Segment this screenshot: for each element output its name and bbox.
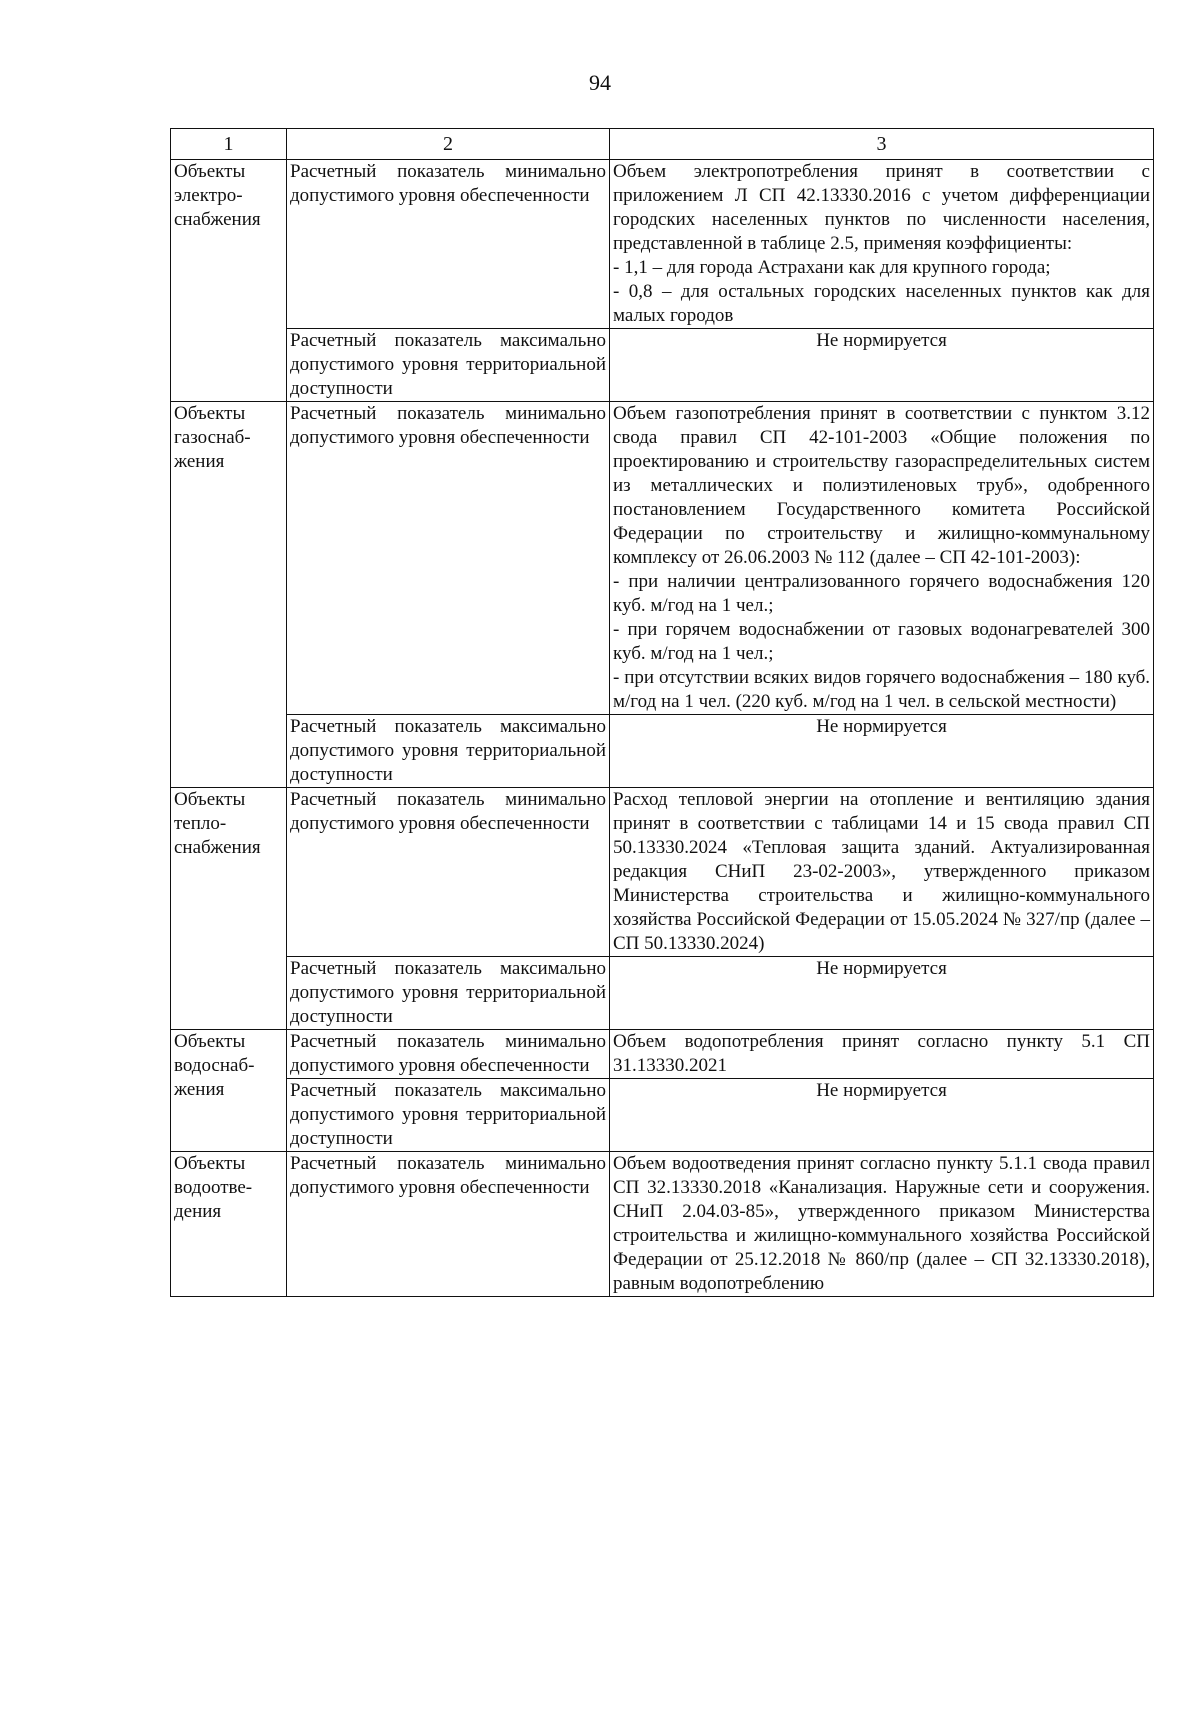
table-row [171,1030,1154,1079]
object-type-line: тепло- [174,813,227,834]
value-line: - 1,1 – для города Астрахани как для крупного города; [613,257,1051,278]
value-cell [610,402,1154,715]
table-row [171,160,1154,329]
table-row [171,1079,1154,1152]
object-type-cell [171,160,287,402]
table-row [171,1152,1154,1297]
header-col-1: 1 [171,129,287,160]
value-cell [610,1030,1154,1079]
value-line: - при отсутствии всяких видов горячего водоснабжения – 180 куб. м/год на 1 чел. (220 куб. м/год на 1 чел. в сельской местности) [613,667,1150,712]
value-cell [610,788,1154,957]
indicator-cell: Расчетный показатель максимально допустимого уровня территориальной доступности [287,957,610,1030]
object-type-line: водоотве- [174,1177,253,1198]
table-row [171,329,1154,402]
object-type-cell [171,1030,287,1152]
value-line: Объем водопотребления принят согласно пункту 5.1 СП 31.13330.2021 [613,1031,1150,1076]
indicator-cell: Расчетный показатель максимально допустимого уровня территориальной доступности [287,329,610,402]
not-normed-cell: Не нормируется [610,957,1154,1030]
object-type-line: Объекты [174,1031,246,1052]
value-line: - 0,8 – для остальных городских населенных пунктов как для малых городов [613,281,1150,326]
value-line: - при горячем водоснабжении от газовых водонагревателей 300 куб. м/год на 1 чел.; [613,619,1150,664]
norms-table-body [171,129,1154,1297]
value-cell [610,160,1154,329]
indicator-cell: Расчетный показатель максимально допустимого уровня территориальной доступности [287,715,610,788]
object-type-line: снабжения [174,209,261,230]
table-row [171,957,1154,1030]
object-type-cell [171,788,287,1030]
value-line: Объем газопотребления принят в соответствии с пунктом 3.12 свода правил СП 42-101-2003 «Общие положения по проектированию и строительству газораспределительных систем из металлических и полиэтиленовых труб», одобренного постановлением Государственного комитета Российской Федерации по строительству и жилищно-коммунальному комплексу от 26.06.2003 № 112 (далее – СП 42-101-2003): [613,403,1150,568]
object-type-line: Объекты [174,161,246,182]
indicator-cell: Расчетный показатель минимально допустимого уровня обеспеченности [287,788,610,957]
indicator-cell: Расчетный показатель минимально допустимого уровня обеспеченности [287,1152,610,1297]
object-type-line: дения [174,1201,222,1222]
indicator-cell: Расчетный показатель максимально допустимого уровня территориальной доступности [287,1079,610,1152]
table-row [171,715,1154,788]
value-cell [610,1152,1154,1297]
indicator-cell: Расчетный показатель минимально допустимого уровня обеспеченности [287,160,610,329]
indicator-cell: Расчетный показатель минимально допустимого уровня обеспеченности [287,1030,610,1079]
header-col-2: 2 [287,129,610,160]
value-line: Расход тепловой энергии на отопление и вентиляцию здания принят в соответствии с таблицами 14 и 15 свода правил СП 50.13330.2024 «Тепловая защита зданий. Актуализированная редакция СНиП 23-02-2003», утвержденного приказом Министерства строительства и жилищно-коммунального хозяйства Российской Федерации от 15.05.2024 № 327/пр (далее – СП 50.13330.2024) [613,789,1150,954]
object-type-line: электро- [174,185,243,206]
object-type-line: водоснаб- [174,1055,255,1076]
object-type-line: Объекты [174,403,246,424]
not-normed-cell: Не нормируется [610,1079,1154,1152]
page-number: 94 [589,70,611,95]
object-type-cell [171,1152,287,1297]
value-line: - при наличии централизованного горячего водоснабжения 120 куб. м/год на 1 чел.; [613,571,1150,616]
header-row [171,129,1154,160]
object-type-line: Объекты [174,789,246,810]
table-row [171,402,1154,715]
object-type-line: жения [174,1079,225,1100]
table-row [171,788,1154,957]
header-col-3: 3 [610,129,1154,160]
object-type-line: Объекты [174,1153,246,1174]
object-type-line: газоснаб- [174,427,251,448]
not-normed-cell: Не нормируется [610,715,1154,788]
object-type-line: снабжения [174,837,261,858]
value-line: Объем электропотребления принят в соответствии с приложением Л СП 42.13330.2016 с учетом дифференциации городских населенных пунктов по численности населения, представленной в таблице 2.5, применяя коэффициенты: [613,161,1150,254]
not-normed-cell: Не нормируется [610,329,1154,402]
norms-table [170,128,1154,1297]
indicator-cell: Расчетный показатель минимально допустимого уровня обеспеченности [287,402,610,715]
object-type-cell [171,402,287,788]
value-line: Объем водоотведения принят согласно пункту 5.1.1 свода правил СП 32.13330.2018 «Канализация. Наружные сети и сооружения. СНиП 2.04.03-85», утвержденного приказом Министерства строительства и жилищно-коммунального хозяйства Российской Федерации от 25.12.2018 № 860/пр (далее – СП 32.13330.2018), равным водопотреблению [613,1153,1150,1294]
object-type-line: жения [174,451,225,472]
